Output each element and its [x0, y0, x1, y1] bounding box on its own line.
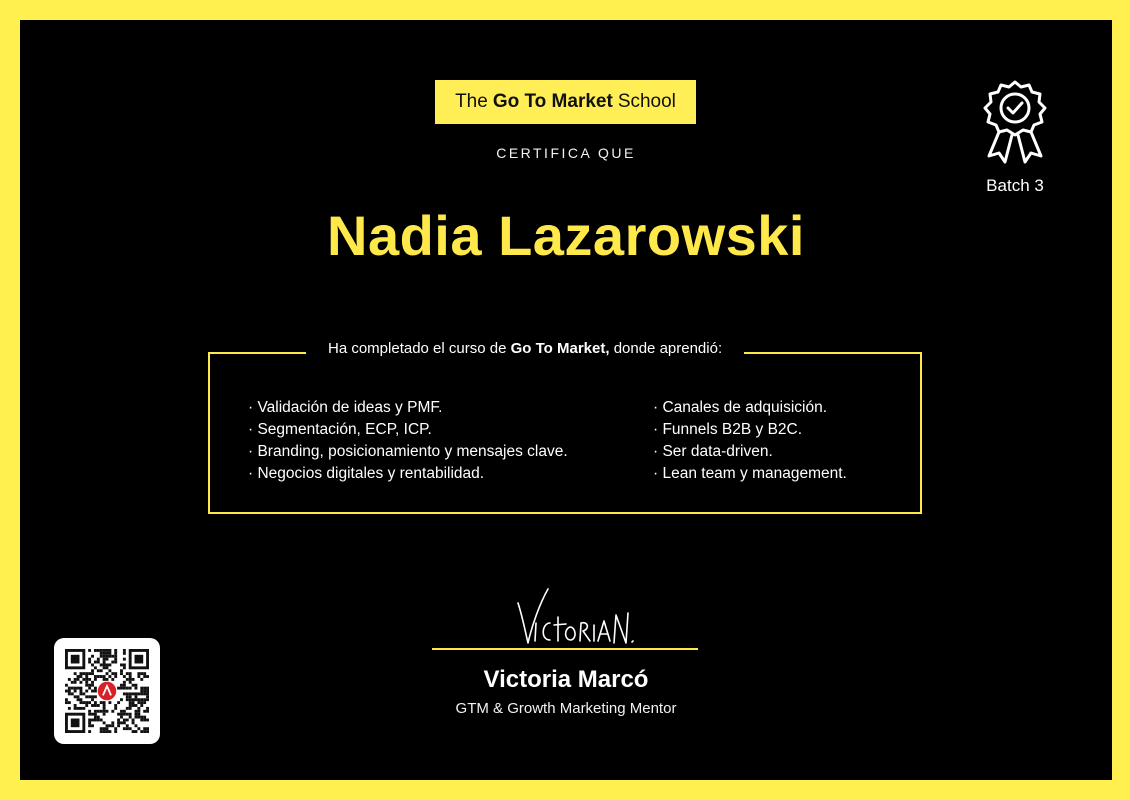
- skill-item: · Branding, posicionamiento y mensajes clave.: [248, 441, 568, 463]
- brand-suffix: School: [617, 91, 676, 112]
- brand-bold: Go To Market: [492, 91, 613, 112]
- qr-code-icon: [65, 649, 149, 733]
- skill-item: · Lean team y management.: [653, 463, 847, 485]
- brand-prefix: The: [455, 91, 488, 112]
- skill-item: · Ser data-driven.: [653, 441, 847, 463]
- signer-name: Victoria Marcó: [483, 666, 649, 693]
- qr-code[interactable]: [54, 638, 160, 744]
- handwritten-signature: [500, 585, 640, 650]
- school-logo: [435, 80, 696, 124]
- skill-item: · Negocios digitales y rentabilidad.: [248, 463, 568, 485]
- course-name: Go To Market,: [510, 340, 610, 357]
- course-intro-text: Ha completado el curso de: [328, 340, 507, 357]
- certificate: [20, 20, 1112, 780]
- batch-label: Batch 3: [986, 176, 1044, 195]
- skill-item: · Funnels B2B y B2C.: [653, 419, 847, 441]
- signature-line: [432, 648, 698, 650]
- skill-item: · Canales de adquisición.: [653, 397, 847, 419]
- certifies-label: CERTIFICA QUE: [496, 145, 636, 161]
- skills-list-left: [248, 397, 568, 485]
- course-intro: [306, 340, 744, 357]
- skill-item: · Segmentación, ECP, ICP.: [248, 419, 568, 441]
- signer-role: GTM & Growth Marketing Mentor: [455, 700, 677, 717]
- skills-list-right: [653, 397, 847, 485]
- course-outro-text: donde aprendió:: [613, 340, 723, 357]
- skill-item: · Validación de ideas y PMF.: [248, 397, 568, 419]
- recipient-name: Nadia Lazarowski: [327, 204, 805, 267]
- award-ribbon-check-icon: [977, 78, 1053, 166]
